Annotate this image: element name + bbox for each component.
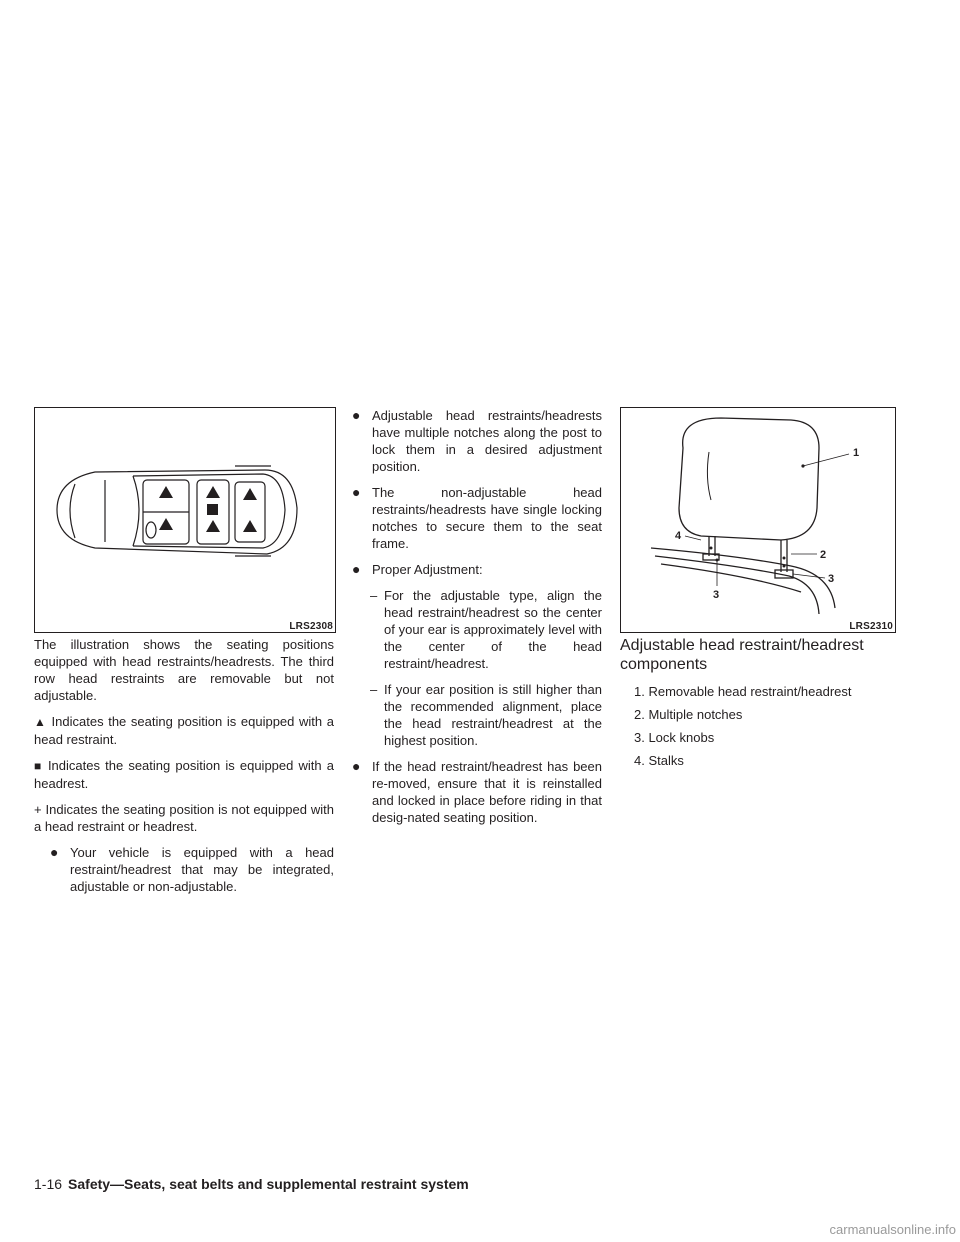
triangle-legend: ▲ Indicates the seating position is equipped with a head restraint. <box>34 714 334 747</box>
callout-label: 1 <box>853 447 860 459</box>
square-legend: ■ Indicates the seating position is equipped with a headrest. <box>34 758 334 791</box>
list-item: ● Proper Adjustment: <box>352 561 483 577</box>
vehicle-top-view-illustration <box>35 408 335 632</box>
list-item: 3. Lock knobs <box>634 730 715 745</box>
seat-triangle-marker <box>159 486 173 498</box>
dash-icon: – <box>370 682 378 697</box>
sub-list-item: – For the adjustable type, align the head restraint/headrest so the center of your ear is approximately level with the center of the head restraint/headrest. <box>370 588 602 671</box>
figure-code: LRS2308 <box>289 621 333 632</box>
plus-legend: + Indicates the seating position is not equipped with a head restraint or headrest. <box>34 802 334 834</box>
section-title: Adjustable head restraint/headrest components <box>620 637 864 673</box>
list-item: 2. Multiple notches <box>634 707 743 722</box>
triangle-icon: ▲ <box>34 715 47 729</box>
callout-label: 3 <box>828 573 835 585</box>
page-footer <box>34 1176 469 1193</box>
middle-column <box>352 407 602 835</box>
figure-code: LRS2310 <box>849 621 893 632</box>
callout-label: 3 <box>713 589 720 601</box>
chapter-title: Safety—Seats, seat belts and supplemental restraint system <box>68 1176 469 1192</box>
bullet-icon: ● <box>352 407 361 423</box>
seating-positions-figure <box>34 407 336 633</box>
dash-icon: – <box>370 588 378 603</box>
sub-list-item: – If your ear position is still higher than the recommended alignment, place the head restraint/headrest at the highest position. <box>370 682 602 748</box>
bullet-icon: ● <box>50 844 59 860</box>
square-icon: ■ <box>34 759 43 773</box>
page-number: 1-16 <box>34 1176 63 1192</box>
head-restraint-figure <box>620 407 896 633</box>
seat-square-marker <box>207 504 218 515</box>
seat-triangle-marker <box>243 520 257 532</box>
seat-triangle-marker <box>159 518 173 530</box>
components-list <box>620 683 894 769</box>
seat-triangle-marker <box>206 486 220 498</box>
right-column <box>620 636 894 775</box>
list-item: ● Adjustable head restraints/headrests have multiple notches along the post to lock them in a desired adjustment position. <box>352 407 602 474</box>
list-item: 4. Stalks <box>634 753 684 768</box>
seat-triangle-marker <box>243 488 257 500</box>
bullet-icon: ● <box>352 484 361 500</box>
callout-label: 2 <box>820 549 827 561</box>
bullet-icon: ● <box>352 758 361 774</box>
list-item: ● If the head restraint/headrest has been re-moved, ensure that it is reinstalled and locked in place before riding in that desig-nated seating position. <box>352 758 602 825</box>
intro-paragraph: The illustration shows the seating positions equipped with head restraints/headrests. The third row head restraints are removable but not adjustable. <box>34 637 334 703</box>
list-item: ● The non-adjustable head restraints/headrests have single locking notches to secure them to the seat frame. <box>352 484 602 551</box>
seat-triangle-marker <box>206 520 220 532</box>
head-restraint-illustration <box>621 408 895 632</box>
left-column <box>34 636 334 904</box>
watermark: carmanualsonline.info <box>829 1222 956 1237</box>
list-item: ● Your vehicle is equipped with a head restraint/headrest that may be integrated, adjustable or non-adjustable. <box>50 844 334 894</box>
callout-label: 4 <box>675 530 682 542</box>
list-item: 1. Removable head restraint/headrest <box>634 684 852 699</box>
bullet-icon: ● <box>352 561 361 577</box>
